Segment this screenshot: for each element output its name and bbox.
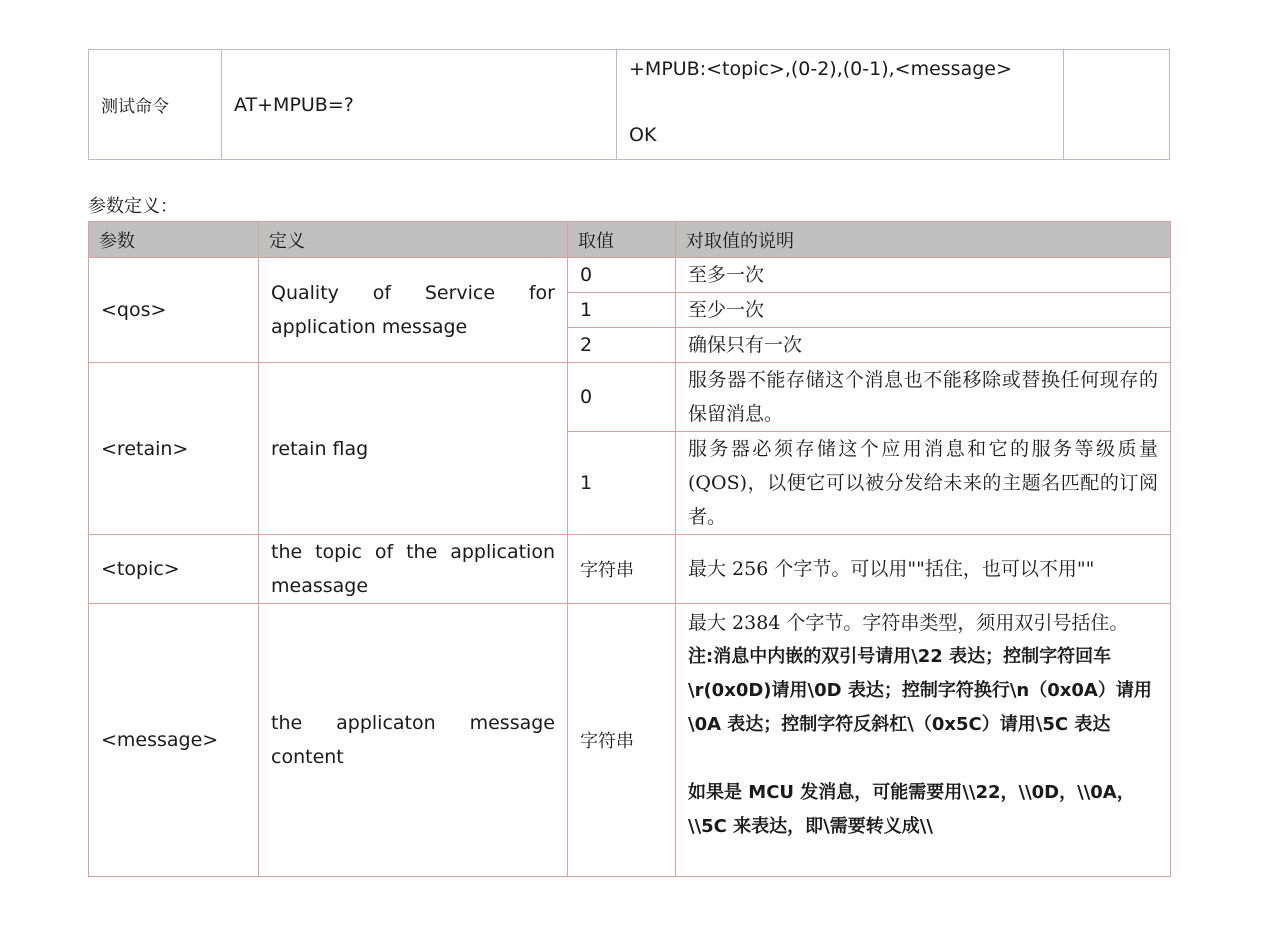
table-row <box>89 604 1171 877</box>
value-cell: 0 <box>568 363 676 432</box>
message-mcu-note: 如果是 MCU 发消息，可能需要用\\22，\\0D，\\0A，\\5C 来表达，即\需要转义成\\ <box>688 782 1135 837</box>
table-header-row <box>89 222 1171 258</box>
desc-cell: 至多一次 <box>676 258 1171 293</box>
value-cell: 1 <box>568 432 676 535</box>
def-message: the applicaton message content <box>259 604 568 877</box>
table-row <box>89 363 1171 432</box>
header-value: 取值 <box>568 222 676 258</box>
response-line: +MPUB:<topic>,(0-2),(0-1),<message> <box>629 58 1012 80</box>
header-definition: 定义 <box>259 222 568 258</box>
def-topic: the topic of the application meassage <box>259 535 568 604</box>
param-topic: <topic> <box>89 535 259 604</box>
params-caption: 参数定义： <box>88 196 178 217</box>
value-cell: 字符串 <box>568 535 676 604</box>
message-limit: 最大 2384 个字节。字符串类型，须用双引号括住。 <box>688 612 1129 634</box>
def-retain: retain flag <box>259 363 568 535</box>
param-retain: <retain> <box>89 363 259 535</box>
response-ok: OK <box>629 124 657 146</box>
table-row <box>89 258 1171 293</box>
test-command-table <box>88 49 1170 160</box>
desc-cell: 至少一次 <box>676 293 1171 328</box>
table-row <box>89 535 1171 604</box>
desc-cell: 服务器不能存储这个消息也不能移除或替换任何现存的保留消息。 <box>676 363 1171 432</box>
value-cell: 0 <box>568 258 676 293</box>
test-command-note <box>1064 50 1170 160</box>
desc-cell: 确保只有一次 <box>676 328 1171 363</box>
test-command-response <box>617 50 1064 160</box>
desc-cell <box>676 604 1171 877</box>
test-command-row <box>89 50 1170 160</box>
test-command-syntax: AT+MPUB=? <box>222 50 617 160</box>
desc-cell: 最大 256 个字节。可以用""括住，也可以不用"" <box>676 535 1171 604</box>
value-cell: 2 <box>568 328 676 363</box>
def-qos: Quality of Service for application message <box>259 258 568 363</box>
param-message: <message> <box>89 604 259 877</box>
value-cell: 字符串 <box>568 604 676 877</box>
header-param: 参数 <box>89 222 259 258</box>
parameter-table <box>88 221 1171 877</box>
param-qos: <qos> <box>89 258 259 363</box>
desc-cell: 服务器必须存储这个应用消息和它的服务等级质量(QOS)，以便它可以被分发给未来的主题名匹配的订阅者。 <box>676 432 1171 535</box>
header-description: 对取值的说明 <box>676 222 1171 258</box>
value-cell: 1 <box>568 293 676 328</box>
message-escape-note: 注:消息中内嵌的双引号请用\22 表达；控制字符回车\r(0x0D)请用\0D 表达；控制字符换行\n（0x0A）请用\0A 表达；控制字符反斜杠\（0x5C）请用\5C 表达 <box>688 646 1152 735</box>
test-command-label: 测试命令 <box>89 50 222 160</box>
